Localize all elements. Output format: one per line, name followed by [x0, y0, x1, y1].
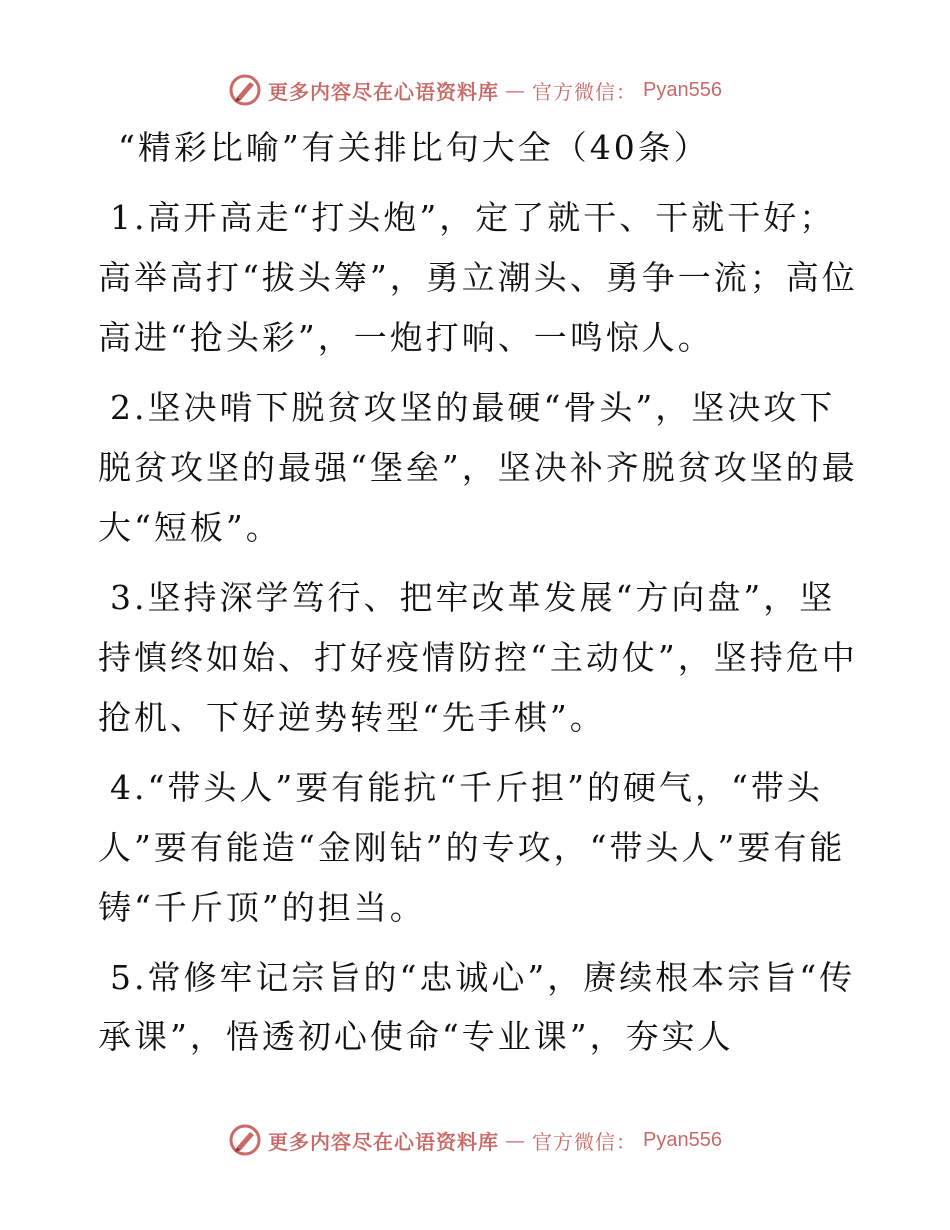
document-body — [98, 188, 858, 1076]
paragraph-3: 3.坚持深学笃行、把牢改革发展“方向盘”，坚持慎终如始、打好疫情防控“主动仗”，坚持危中抢机、下好逆势转型“先手棋”。 — [98, 578, 858, 737]
pen-logo-icon — [228, 1123, 262, 1157]
watermark-official-label: 官方微信： — [532, 79, 638, 104]
watermark-text: 更多内容尽在心语资料库 — [268, 1129, 500, 1154]
watermark-wechat-id: Pyan556 — [643, 78, 722, 101]
document-title: “精彩比喻”有关排比句大全（40条） — [118, 128, 710, 167]
watermark-footer — [0, 1120, 950, 1160]
pen-logo-icon — [228, 73, 262, 107]
paragraph-5: 5.常修牢记宗旨的“忠诚心”，赓续根本宗旨“传承课”，悟透初心使命“专业课”，夯实人 — [98, 958, 856, 1056]
watermark-text: 更多内容尽在心语资料库 — [268, 79, 500, 104]
watermark-official-label: 官方微信： — [532, 1129, 638, 1154]
watermark-separator: — — [505, 78, 527, 102]
paragraph-4: 4.“带头人”要有能抗“千斤担”的硬气，“带头人”要有能造“金刚钻”的专攻，“带头人”要有能铸“千斤顶”的担当。 — [98, 768, 846, 927]
watermark-header — [0, 70, 950, 110]
watermark-wechat-id: Pyan556 — [643, 1128, 722, 1151]
watermark-separator: — — [505, 1128, 527, 1152]
paragraph-2: 2.坚决啃下脱贫攻坚的最硬“骨头”，坚决攻下脱贫攻坚的最强“堡垒”，坚决补齐脱贫攻坚的最大“短板”。 — [98, 388, 858, 547]
paragraph-1: 1.高开高走“打头炮”，定了就干、干就干好；高举高打“拔头筹”，勇立潮头、勇争一流；高位高进“抢头彩”，一炮打响、一鸣惊人。 — [98, 198, 858, 357]
